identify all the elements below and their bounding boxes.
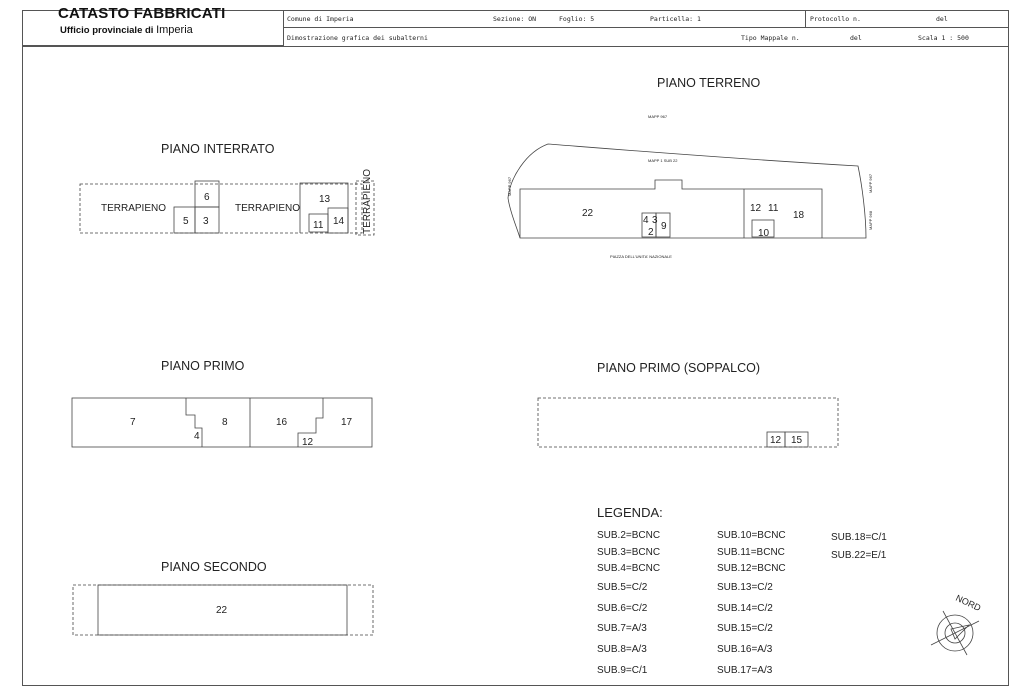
title-piano-terreno: PIANO TERRENO — [657, 76, 761, 90]
legend-title: LEGENDA: — [597, 505, 663, 520]
label-terreno-3: 3 — [652, 215, 658, 226]
label-terreno-11: 11 — [768, 203, 779, 214]
label-mapp-left: MAPP 967 — [507, 176, 512, 196]
legend-col1-item: SUB.8=A/3 — [597, 644, 647, 655]
label-terrapieno-1: TERRAPIENO — [101, 203, 167, 214]
legend-col2-item: SUB.16=A/3 — [717, 644, 773, 655]
label-interrato-6: 6 — [204, 192, 210, 203]
label-terreno-9: 9 — [661, 221, 667, 232]
legend-col2-item: SUB.17=A/3 — [717, 665, 773, 676]
label-terrapieno-2: TERRAPIENO — [235, 203, 301, 214]
header-tipo-mappale: Tipo Mappale n. — [741, 34, 800, 42]
legend-col3-item: SUB.18=C/1 — [831, 532, 887, 543]
label-interrato-11: 11 — [313, 220, 324, 231]
label-terreno-4: 4 — [643, 215, 649, 226]
label-primo-4: 4 — [194, 431, 200, 442]
north-arrow-icon — [931, 611, 979, 655]
label-primo-16: 16 — [276, 417, 288, 428]
header-scala: Scala 1 : 500 — [918, 34, 969, 42]
header-dimostrazione: Dimostrazione grafica dei subalterni — [287, 34, 428, 42]
label-soppalco-15: 15 — [791, 435, 803, 446]
label-soppalco-12: 12 — [770, 435, 782, 446]
title-piano-primo: PIANO PRIMO — [161, 359, 245, 373]
label-mapp-right-1: MAPP 967 — [868, 173, 873, 193]
legend-col3-item: SUB.22=E/1 — [831, 550, 887, 561]
header-title: CATASTO FABBRICATI — [58, 5, 226, 22]
legend-col1-item: SUB.6=C/2 — [597, 603, 648, 614]
label-mapp-right-2: MAPP 968 — [868, 210, 873, 230]
header-office-city: Imperia — [156, 24, 193, 36]
label-mapp-mid: MAPP 1 SUB 22 — [648, 158, 678, 163]
label-terreno-10: 10 — [758, 228, 770, 239]
legend-col1-item: SUB.5=C/2 — [597, 582, 648, 593]
legend-col2-item: SUB.14=C/2 — [717, 603, 773, 614]
plan-terreno — [508, 144, 866, 238]
legend-col1-item: SUB.3=BCNC — [597, 547, 661, 558]
title-piano-interrato: PIANO INTERRATO — [161, 142, 275, 156]
label-terrapieno-vertical: TERRAPIENO — [362, 168, 373, 234]
label-primo-17: 17 — [341, 417, 353, 428]
label-primo-7: 7 — [130, 417, 136, 428]
label-interrato-3: 3 — [203, 216, 209, 227]
header-foglio: Foglio: 5 — [559, 15, 595, 23]
label-mapp-top: MAPP 967 — [648, 114, 668, 119]
label-interrato-13: 13 — [319, 194, 331, 205]
label-terreno-22: 22 — [582, 208, 594, 219]
north-label: NORD — [954, 592, 983, 614]
header-del-1: del — [936, 15, 948, 23]
header-particella: Particella: 1 — [650, 15, 701, 23]
legend-col2-item: SUB.12=BCNC — [717, 563, 786, 574]
legend-col1-item: SUB.4=BCNC — [597, 563, 661, 574]
label-interrato-5: 5 — [183, 216, 189, 227]
label-terreno-18: 18 — [793, 210, 805, 221]
label-terreno-2: 2 — [648, 227, 654, 238]
header-office-prefix: Ufficio provinciale di — [60, 25, 154, 36]
label-piazza: PIAZZA DELL'UNITA' NAZIONALE — [610, 254, 672, 259]
legend-col1-item: SUB.7=A/3 — [597, 623, 647, 634]
title-piano-secondo: PIANO SECONDO — [161, 560, 267, 574]
legend-col1-item: SUB.2=BCNC — [597, 530, 661, 541]
header-del-2: del — [850, 34, 862, 42]
legend-col2-item: SUB.10=BCNC — [717, 530, 786, 541]
label-secondo-22: 22 — [216, 605, 228, 616]
legend-col2-item: SUB.11=BCNC — [717, 547, 785, 558]
legend-col2-item: SUB.13=C/2 — [717, 582, 773, 593]
legend-col2-item: SUB.15=C/2 — [717, 623, 773, 634]
legend-col1-item: SUB.9=C/1 — [597, 665, 648, 676]
label-interrato-14: 14 — [333, 216, 345, 227]
title-piano-primo-soppalco: PIANO PRIMO (SOPPALCO) — [597, 361, 760, 375]
label-terreno-12: 12 — [750, 203, 762, 214]
header-protocollo: Protocollo n. — [810, 15, 861, 23]
label-primo-8: 8 — [222, 417, 228, 428]
label-primo-12: 12 — [302, 437, 314, 448]
header-sezione: Sezione: ON — [493, 15, 537, 23]
header-comune: Comune di Imperia — [287, 15, 354, 23]
